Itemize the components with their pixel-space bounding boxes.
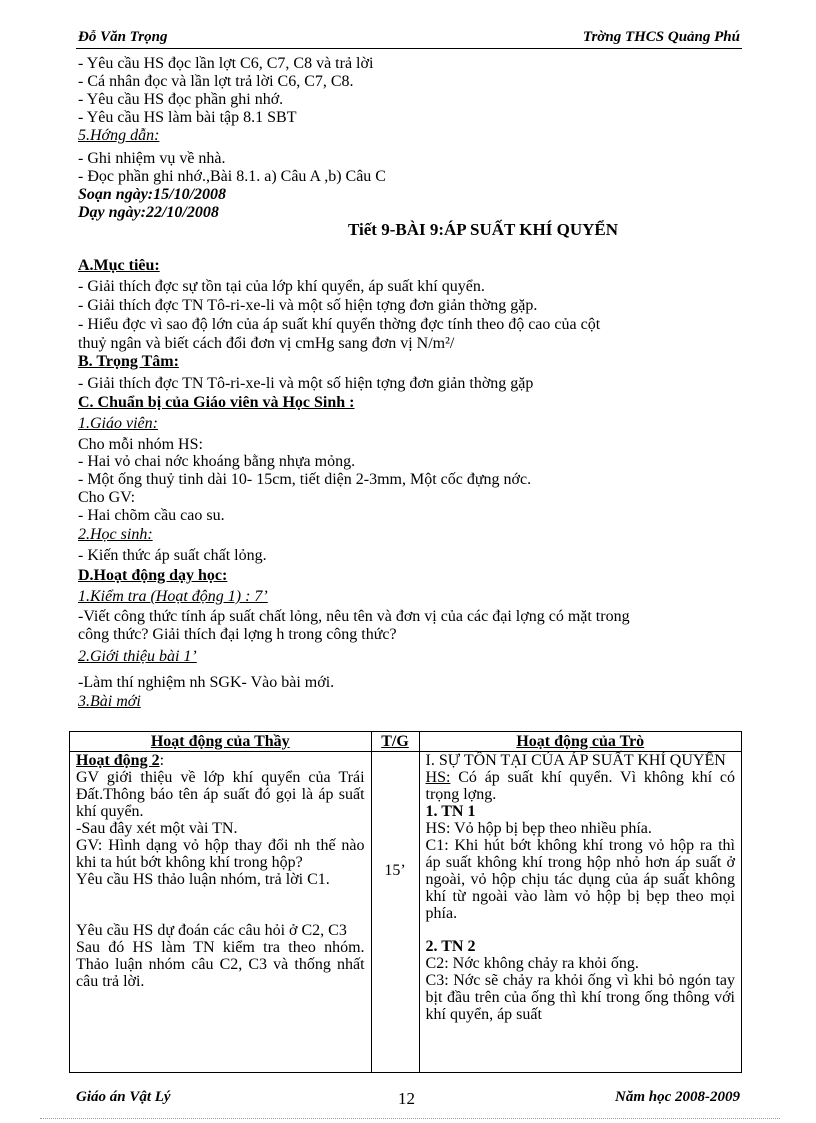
page-header	[76, 26, 742, 49]
section-b-heading: B. Trọng Tâm:	[78, 353, 179, 370]
hoc-sinh-heading: 2.Học sinh:	[78, 526, 153, 543]
text-line: Cho mỗi nhóm HS:	[78, 436, 203, 453]
column-header-teacher: Hoạt động của Thầy	[70, 732, 372, 752]
teacher-cell	[70, 752, 372, 1073]
teacher-text: Sau đó HS làm TN kiểm tra theo nhóm. Thảo luận nhóm câu C2, C3 và thống nhất câu trả lời.	[76, 939, 365, 990]
lesson-title-main: BÀI 9:ÁP SUẤT KHÍ QUYỂN	[395, 220, 618, 239]
student-text: C2: Nớc không chảy ra khỏi ống.	[425, 955, 639, 972]
student-text: C3: Nớc sẽ chảy ra khỏi ống vì khi bỏ ngón tay bịt đầu trên của ống thì khí trong ống thông với khí quyển, áp suất	[425, 972, 735, 1023]
section-a-heading: A.Mục tiêu:	[78, 257, 160, 274]
text-line: - Giải thích đợc sự tồn tại của lớp khí quyển, áp suất khí quyển.	[78, 278, 485, 295]
time-value: 15’	[384, 862, 406, 879]
huong-dan-heading: 5.Hớng dẫn:	[78, 127, 160, 144]
page-footer	[74, 1087, 742, 1107]
student-cell	[419, 752, 741, 1073]
activity-title: Hoạt động 2	[76, 752, 160, 769]
activity-table	[69, 731, 742, 1073]
text-line: - Kiến thức áp suất chất lỏng.	[78, 547, 267, 564]
text-line: - Giải thích đợc TN Tô-ri-xe-li và một số hiện tợng đơn giản thờng gặp.	[78, 297, 538, 314]
day-ngay: Dạy ngày:22/10/2008	[78, 204, 219, 221]
table-row	[70, 752, 742, 1073]
text-line: công thức? Giải thích đại lợng h trong công thức?	[78, 626, 397, 643]
gioi-thieu-heading: 2.Giới thiệu bài 1’	[78, 648, 197, 665]
header-school: Trờng THCS Quảng Phú	[582, 29, 740, 45]
activity-title-colon: :	[159, 752, 165, 769]
text-line: - Yêu cầu HS đọc phần ghi nhớ.	[78, 91, 284, 108]
hs-text: Có áp suất khí quyển. Vì không khí có trọng lợng.	[425, 769, 735, 803]
bai-moi-heading: 3.Bài mới	[78, 693, 141, 710]
text-line: - Yêu cầu HS đọc lần lợt C6, C7, C8 và trả lời	[78, 55, 374, 72]
footer-school-year: Năm học 2008-2009	[615, 1089, 740, 1105]
teacher-text: -Sau đây xét một vài TN.	[76, 820, 238, 837]
text-line: Cho GV:	[78, 489, 136, 506]
tn2-heading: 2. TN 2	[425, 938, 476, 955]
text-line: -Làm thí nghiệm nh SGK- Vào bài mới.	[78, 674, 335, 691]
text-line: -Viết công thức tính áp suất chất lỏng, nêu tên và đơn vị của các đại lợng có mặt trong	[78, 608, 630, 625]
section-d-heading: D.Hoạt động dạy học:	[78, 567, 228, 584]
time-cell	[371, 752, 419, 1073]
text-line: - Đọc phần ghi nhớ.,Bài 8.1. a) Câu A ,b) Câu C	[78, 168, 386, 185]
text-line: thuỷ ngân và biết cách đổi đơn vị cmHg sang đơn vị N/m²/	[78, 335, 455, 352]
page-number: 12	[398, 1089, 415, 1108]
student-heading: I. SỰ TỒN TẠI CỦA ÁP SUẤT KHÍ QUYỂN	[425, 752, 726, 769]
text-line: - Hai vỏ chai nớc khoáng bằng nhựa mỏng.	[78, 453, 356, 470]
text-line: - Một ống thuỷ tinh dài 10- 15cm, tiết diện 2-3mm, Một cốc đựng nớc.	[78, 471, 532, 488]
section-c-heading: C. Chuẩn bị của Giáo viên và Học Sinh :	[78, 394, 355, 411]
kiem-tra-heading: 1.Kiểm tra (Hoạt động 1) : 7’	[78, 588, 268, 605]
tn1-heading: 1. TN 1	[425, 803, 476, 820]
teacher-text: Yêu cầu HS dự đoán các câu hỏi ở C2, C3	[76, 922, 347, 939]
giao-vien-heading: 1.Giáo viên:	[78, 415, 158, 432]
text-line: - Ghi nhiệm vụ về nhà.	[78, 150, 226, 167]
header-author: Đỗ Văn Trọng	[78, 29, 168, 45]
hs-label: HS:	[425, 769, 451, 786]
table-header-row	[70, 732, 742, 752]
lesson-title-prefix: Tiết 9-	[348, 220, 396, 239]
student-text: C1: Khi hút bớt không khí trong vỏ hộp ra thì áp suất không khí trong hộp nhỏ hơn áp suất ở ngoài, vỏ hộp chịu tác dụng của áp suất không khí từ ngoài vào làm vỏ hộp bị bẹp theo mọi phía.	[425, 837, 735, 922]
text-line: - Hai chõm cầu cao su.	[78, 507, 225, 524]
text-line: - Giải thích đợc TN Tô-ri-xe-li và một số hiện tợng đơn giản thờng gặp	[78, 375, 534, 392]
teacher-text: GV giới thiệu về lớp khí quyển của Trái Đất.Thông báo tên áp suất đó gọi là áp suất khí quyển.	[76, 769, 365, 820]
teacher-text: Yêu cầu HS thảo luận nhóm, trả lời C1.	[76, 871, 330, 888]
teacher-text: GV: Hình dạng vỏ hộp thay đổi nh thế nào khi ta hút bớt không khí trong hộp?	[76, 837, 365, 871]
lesson-title	[0, 220, 816, 240]
text-line: - Cá nhân đọc và lần lợt trả lời C6, C7, C8.	[78, 73, 354, 90]
footer-subject: Giáo án Vật Lý	[76, 1089, 171, 1105]
student-text: HS: Vỏ hộp bị bẹp theo nhiều phía.	[425, 820, 652, 837]
footer-divider	[40, 1118, 780, 1119]
text-line: - Hiểu đợc vì sao độ lớn của áp suất khí quyển thờng đợc tính theo độ cao của cột	[78, 316, 601, 333]
column-header-student: Hoạt động của Trò	[419, 732, 741, 752]
text-line: - Yêu cầu HS làm bài tập 8.1 SBT	[78, 109, 297, 126]
soan-ngay: Soạn ngày:15/10/2008	[78, 186, 227, 203]
column-header-time: T/G	[371, 732, 419, 752]
